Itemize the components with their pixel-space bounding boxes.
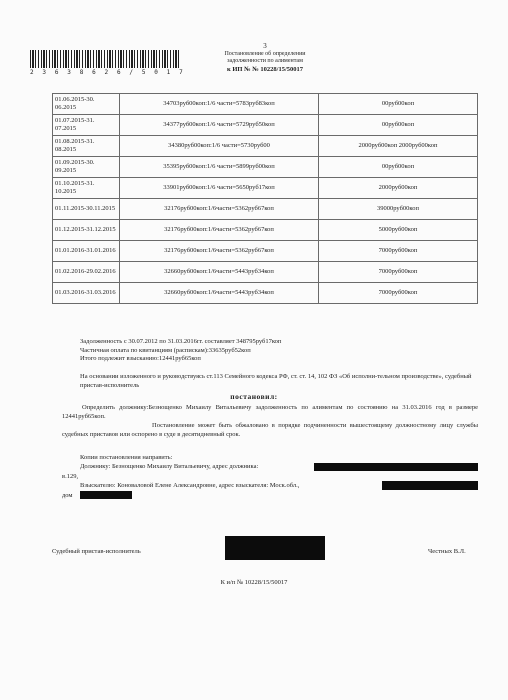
redacted-signature <box>225 536 325 560</box>
period-cell: 01.09.2015-30. 09.2015 <box>53 157 120 178</box>
debtor-address-line: Должнику: Безнощенко Михаилу Витальевичу, адрес должника: <box>80 462 259 470</box>
calculation-cell: 34703руб00коп:1/6 части=5783руб83коп <box>120 94 319 115</box>
resolution-title: постановил: <box>230 392 278 401</box>
amount-due-line: Итого подлежит взысканию:12441руб65коп <box>80 355 201 363</box>
paid-cell: 7000руб00коп <box>319 283 478 304</box>
table-row <box>53 220 478 241</box>
period-cell: 01.06.2015-30. 06.2015 <box>53 94 120 115</box>
calculation-cell: 32176руб00коп:1/6части=5362руб67коп <box>120 241 319 262</box>
calculation-cell: 34377руб00коп:1/6 части=5729руб50коп <box>120 115 319 136</box>
page-number: 3 <box>263 42 267 50</box>
table-row <box>53 136 478 157</box>
claimant-address-tail: дом <box>62 492 73 499</box>
header-title-line2: задолженности по алиментам <box>227 58 303 64</box>
redacted-claimant-house <box>80 491 132 499</box>
paid-cell: 5000руб00коп <box>319 220 478 241</box>
calculation-cell: 32660руб00коп:1/6части=5443руб34коп <box>120 262 319 283</box>
table-row <box>53 199 478 220</box>
barcode <box>30 50 186 76</box>
partial-payment-line: Частичная оплата по квитанциям (распискам):33635руб52коп <box>80 346 251 354</box>
paid-cell: 39000руб00коп <box>319 199 478 220</box>
period-cell: 01.10.2015-31. 10.2015 <box>53 178 120 199</box>
paid-cell: 2000руб00коп 2000руб00коп <box>319 136 478 157</box>
barcode-bars <box>30 50 180 68</box>
copies-heading: Копии постановления направить: <box>80 454 173 461</box>
signer-name: Честных В.Л. <box>428 548 466 555</box>
table-row <box>53 262 478 283</box>
table-row <box>53 241 478 262</box>
appeal-paragraph: Постановление может быть обжаловано в порядке подчиненности вышестоящему должностному лицу службы судебных приставов или оспорено в суде в десятидневный срок. <box>62 422 478 438</box>
calculation-cell: 34380руб00коп:1/6 части=5730руб00 <box>120 136 319 157</box>
table-row <box>53 94 478 115</box>
paid-cell: 2000руб00коп <box>319 178 478 199</box>
period-cell: 01.08.2015-31. 08.2015 <box>53 136 120 157</box>
debt-total-line: Задолженность с 30.07.2012 по 31.03.2016гг. составляет 348795руб17коп <box>80 338 282 345</box>
header-title-line1: Постановление об определении <box>224 50 306 57</box>
copies-recipients <box>80 454 258 471</box>
paid-cell: 00руб00коп <box>319 115 478 136</box>
debt-summary <box>80 338 480 364</box>
table-row <box>53 115 478 136</box>
footer-case-number: К и/п № 10228/15/50017 <box>220 579 288 586</box>
table-row <box>53 178 478 199</box>
debt-calculation-table <box>52 93 478 304</box>
barcode-number: 2 3 6 3 8 6 2 6 / 5 0 1 7 <box>30 69 186 76</box>
period-cell: 01.03.2016-31.03.2016 <box>53 283 120 304</box>
redacted-claimant-address <box>382 481 478 490</box>
table-row <box>53 283 478 304</box>
period-cell: 01.07.2015-31. 07.2015 <box>53 115 120 136</box>
redacted-debtor-address <box>314 463 478 471</box>
resolution-paragraph-1: Определить должнику:Безнощенко Михаилу Витальевичу задолженность по алиментам по состоянию на 31.03.2016 год в размере 12441руб65коп. <box>62 404 478 420</box>
signer-role: Судебный пристав-исполнитель <box>52 548 141 555</box>
case-number: к ИП № № 10228/15/50017 <box>226 65 304 73</box>
table-row <box>53 157 478 178</box>
period-cell: 01.01.2016-31.01.2016 <box>53 241 120 262</box>
document-header <box>190 43 340 73</box>
period-cell: 01.02.2016-29.02.2016 <box>53 262 120 283</box>
paid-cell: 7000руб00коп <box>319 262 478 283</box>
calculation-cell: 33901руб00коп:1/6 части=5650руб17коп <box>120 178 319 199</box>
period-cell: 01.12.2015-31.12.2015 <box>53 220 120 241</box>
legal-basis-paragraph: На основании изложенного и руководствуясь ст.113 Семейного кодекса РФ, ст. ст. 14, 102 ФЗ «Об исполни-тельном производстве», судебный пристав-исполнитель <box>80 373 472 389</box>
paid-cell: 7000руб00коп <box>319 241 478 262</box>
calculation-cell: 32176руб00коп:1/6части=5362руб67коп <box>120 220 319 241</box>
debtor-address-tail: в.129, <box>62 473 79 480</box>
calculation-cell: 35395руб00коп:1/6 части=5899руб00коп <box>120 157 319 178</box>
calculation-cell: 32660руб00коп:1/6части=5443руб34коп <box>120 283 319 304</box>
paid-cell: 00руб00коп <box>319 94 478 115</box>
period-cell: 01.11.2015-30.11.2015 <box>53 199 120 220</box>
paid-cell: 00руб00коп <box>319 157 478 178</box>
claimant-address-line: Взыскателю: Коноваловой Елене Александровне, адрес взыскателя: Моск.обл., <box>80 482 300 489</box>
calculation-cell: 32176руб00коп:1/6части=5362руб67коп <box>120 199 319 220</box>
